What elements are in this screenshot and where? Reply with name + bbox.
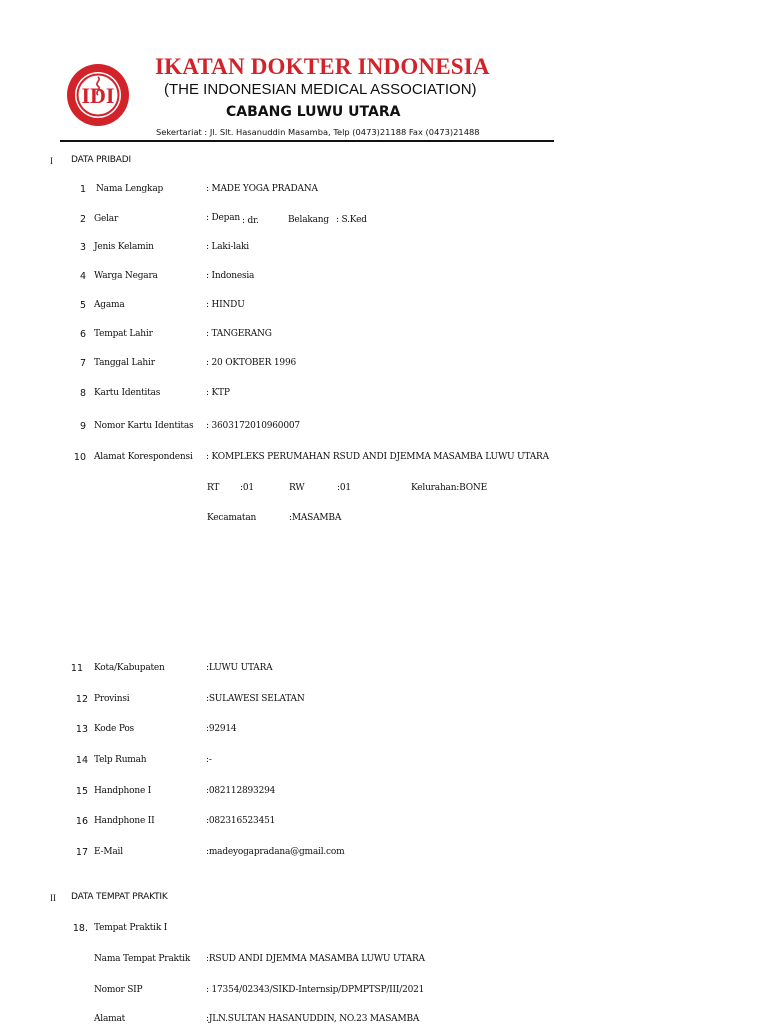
field-value-home-phone: :- — [206, 755, 212, 765]
field-label: Telp Rumah — [94, 755, 147, 765]
field-value-gender: : Laki-laki — [206, 242, 249, 252]
field-value-city: :LUWU UTARA — [206, 663, 273, 673]
field-label: Tanggal Lahir — [94, 358, 155, 368]
field-label: Alamat Korespondensi — [94, 452, 193, 462]
field-value-province: :SULAWESI SELATAN — [206, 694, 305, 704]
row-number: 6 — [79, 329, 86, 340]
section-2-numeral: II — [50, 893, 56, 903]
field-value-full-name: : MADE YOGA PRADANA — [206, 184, 318, 194]
row-number: 8 — [79, 388, 86, 399]
section-1-numeral: I — [50, 156, 53, 166]
organization-subtitle: (THE INDONESIAN MEDICAL ASSOCIATION) — [164, 81, 477, 98]
field-label: Agama — [94, 300, 125, 310]
field-label: Nomor Kartu Identitas — [94, 421, 194, 431]
section-1-title: DATA PRIBADI — [71, 155, 131, 165]
kecamatan-label: Kecamatan — [207, 513, 257, 523]
field-value-nationality: : Indonesia — [206, 271, 255, 281]
svg-text:IDI: IDI — [81, 83, 115, 108]
field-label: Warga Negara — [94, 271, 158, 281]
field-label: Tempat Lahir — [94, 329, 153, 339]
field-value-religion: : HINDU — [206, 300, 245, 310]
rw-value: :01 — [337, 483, 351, 493]
field-label: Gelar — [94, 214, 119, 224]
field-value-title-front: : dr. — [242, 216, 259, 226]
row-number: 7 — [79, 358, 86, 369]
field-value-postal-code: :92914 — [206, 724, 237, 734]
field-label: Kota/Kabupaten — [94, 663, 165, 673]
row-number: 16 — [75, 816, 88, 827]
row-number: 18. — [72, 923, 88, 934]
field-label: Kode Pos — [94, 724, 134, 734]
field-label: Handphone I — [94, 786, 152, 796]
field-value-id-number: : 3603172010960007 — [206, 421, 300, 431]
row-number: 4 — [79, 271, 86, 282]
field-value-birthplace: : TANGERANG — [206, 329, 272, 339]
row-number: 5 — [79, 300, 86, 311]
row-number: 10 — [73, 452, 86, 463]
row-number: 2 — [79, 214, 86, 225]
kelurahan: Kelurahan:BONE — [411, 483, 487, 493]
field-value-practice-name: :RSUD ANDI DJEMMA MASAMBA LUWU UTARA — [206, 954, 425, 964]
field-label: Nama Tempat Praktik — [94, 954, 191, 964]
row-number: 12 — [75, 694, 88, 705]
field-label: Nama Lengkap — [96, 184, 164, 194]
field-value-handphone-2: :082316523451 — [206, 816, 276, 826]
field-label: Provinsi — [94, 694, 130, 704]
kecamatan-value: :MASAMBA — [289, 513, 342, 523]
field-value-email: :madeyogapradana@gmail.com — [206, 847, 345, 857]
field-label: Alamat — [94, 1014, 126, 1024]
field-label: Nomor SIP — [94, 985, 143, 995]
row-number: 14 — [75, 755, 88, 766]
field-value-title-back-label: Belakang — [288, 215, 329, 225]
field-value-address: : KOMPLEKS PERUMAHAN RSUD ANDI DJEMMA MASAMBA LUWU UTARA — [206, 452, 549, 462]
field-value-id-type: : KTP — [206, 388, 230, 398]
rt-value: :01 — [240, 483, 254, 493]
field-value-sip-number: : 17354/02343/SIKD-Internsip/DPMPTSP/III/2021 — [206, 985, 425, 995]
row-number: 3 — [79, 242, 86, 253]
section-2-title: DATA TEMPAT PRAKTIK — [71, 892, 168, 902]
idi-logo-icon — [66, 63, 130, 127]
field-label: Jenis Kelamin — [94, 242, 154, 252]
field-label: E-Mail — [94, 847, 123, 857]
branch-name: CABANG LUWU UTARA — [226, 104, 401, 120]
rw-label: RW — [289, 483, 305, 493]
row-number: 1 — [79, 184, 86, 195]
field-value-handphone-1: :082112893294 — [206, 786, 276, 796]
row-number: 9 — [79, 421, 86, 432]
rt-label: RT — [207, 483, 220, 493]
field-label: Kartu Identitas — [94, 388, 161, 398]
field-value-birthdate: : 20 OKTOBER 1996 — [206, 358, 297, 368]
row-number: 15 — [75, 786, 88, 797]
row-number: 11 — [70, 663, 83, 674]
row-number: 13 — [75, 724, 88, 735]
field-value-title-front-label: : Depan — [206, 213, 240, 223]
field-label: Tempat Praktik I — [94, 923, 168, 933]
secretariat-address: Sekertariat : Jl. Slt. Hasanuddin Masamba, Telp (0473)21188 Fax (0473)21488 — [156, 127, 480, 137]
organization-title: IKATAN DOKTER INDONESIA — [155, 54, 490, 79]
row-number: 17 — [75, 847, 88, 858]
field-label: Handphone II — [94, 816, 155, 826]
header-divider — [60, 140, 554, 142]
field-value-title-back: : S.Ked — [336, 215, 367, 225]
field-value-practice-address: :JLN.SULTAN HASANUDDIN, NO.23 MASAMBA — [206, 1014, 420, 1024]
